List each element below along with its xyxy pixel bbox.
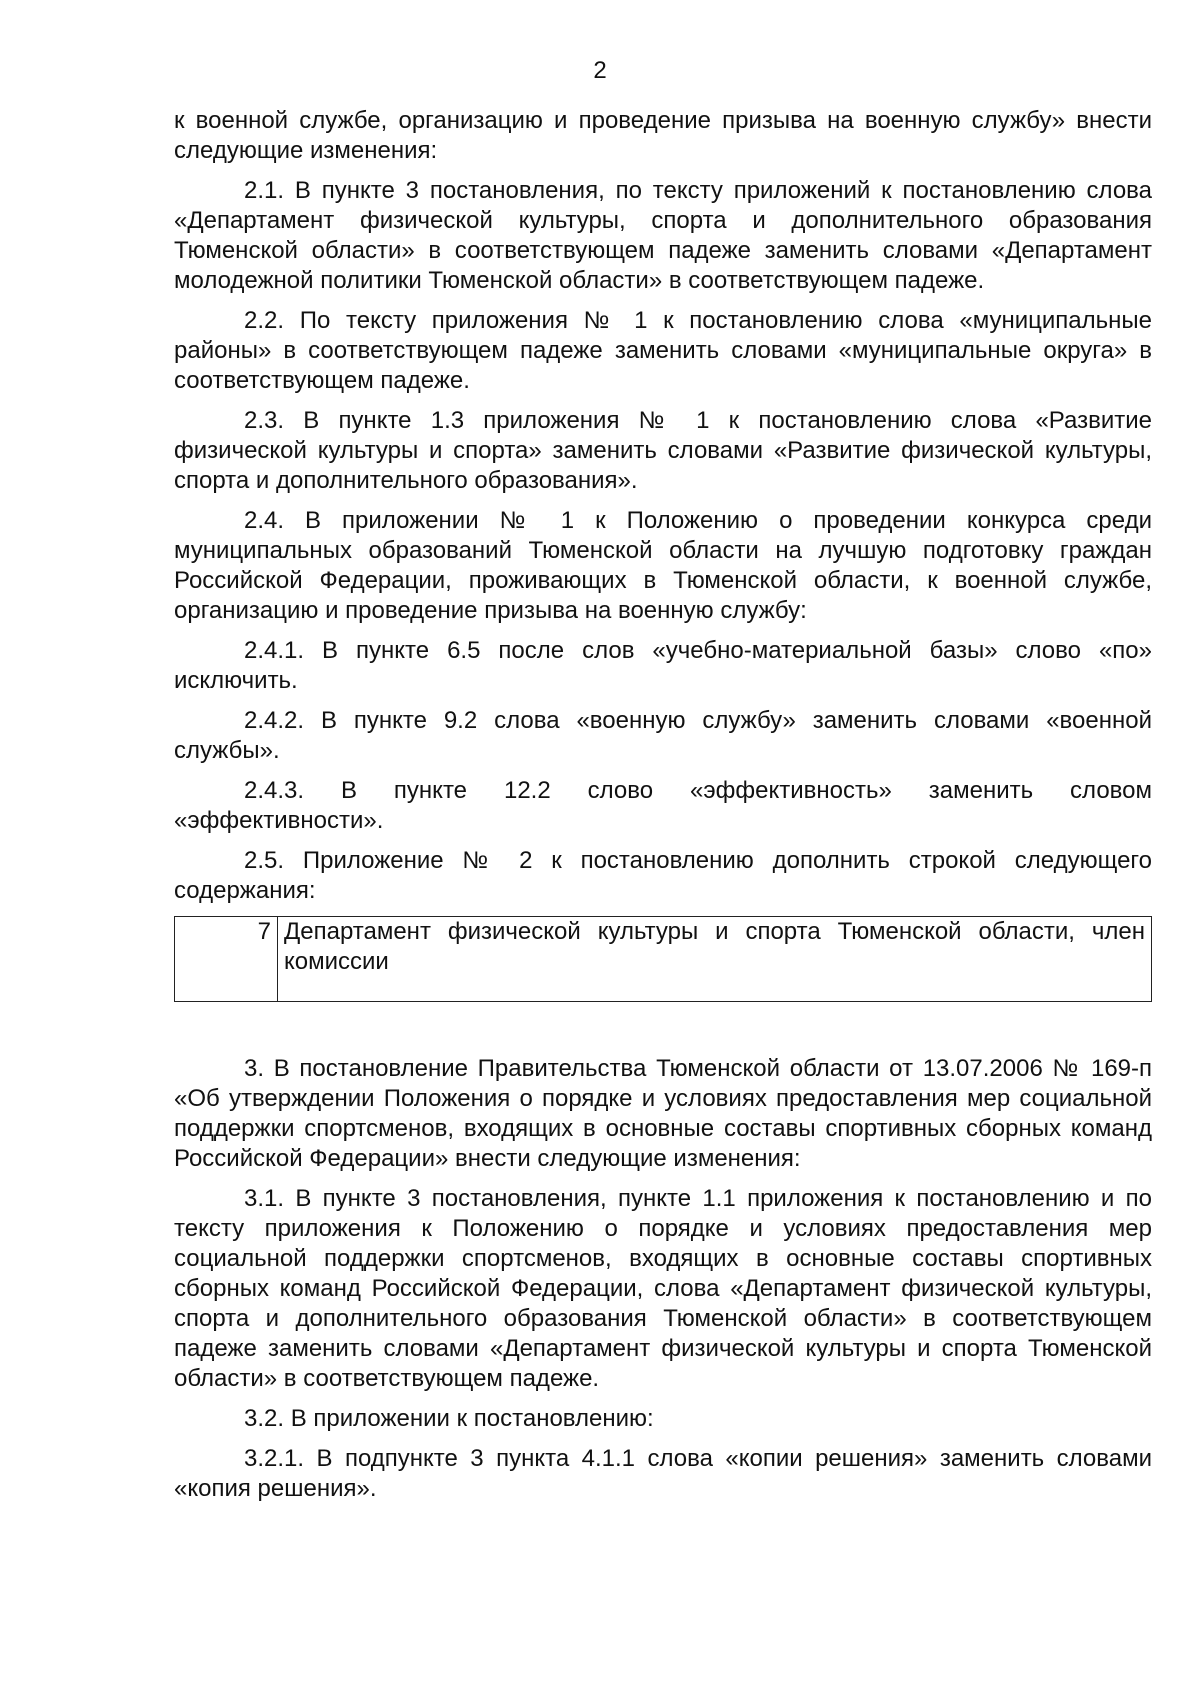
- document-body: [174, 106, 1152, 1504]
- paragraph-2-4-3: 2.4.3. В пункте 12.2 слово «эффективность» заменить словом «эффективности».: [174, 777, 1152, 834]
- paragraph-3-2-1: 3.2.1. В подпункте 3 пункта 4.1.1 слова «копии решения» заменить словами «копия решения».: [174, 1445, 1152, 1502]
- paragraph-2-5: 2.5. Приложение № 2 к постановлению дополнить строкой следующего содержания:: [174, 847, 1152, 904]
- table-cell-text: Департамент физической культуры и спорта Тюменской области, член комиссии: [278, 917, 1152, 1002]
- paragraph-2-1: 2.1. В пункте 3 постановления, по тексту приложений к постановлению слова «Департамент физической культуры, спорта и дополнительного образования Тюменской области» в соответствующем падеже заменить словами «Департамент молодежной политики Тюменской области» в соответствующем падеже.: [174, 177, 1152, 294]
- amendment-table: [174, 916, 1152, 1002]
- table-cell-number: 7: [175, 917, 278, 1002]
- paragraph-2-4-2: 2.4.2. В пункте 9.2 слова «военную службу» заменить словами «военной службы».: [174, 707, 1152, 764]
- paragraph-continuation: к военной службе, организацию и проведение призыва на военную службу» внести следующие изменения:: [174, 107, 1152, 164]
- paragraph-3: 3. В постановление Правительства Тюменской области от 13.07.2006 № 169-п «Об утверждении Положения о порядке и условиях предоставления мер социальной поддержки спортсменов, входящих в основные составы спортивных сборных команд Российской Федерации» внести следующие изменения:: [174, 1055, 1152, 1172]
- page-number: 2: [593, 57, 607, 84]
- paragraph-2-4: 2.4. В приложении № 1 к Положению о проведении конкурса среди муниципальных образований Тюменской области на лучшую подготовку граждан Российской Федерации, проживающих в Тюменской области, к военной службе, организацию и проведение призыва на военную службу:: [174, 507, 1152, 624]
- table-row: [175, 917, 1152, 1002]
- paragraph-2-4-1: 2.4.1. В пункте 6.5 после слов «учебно-материальной базы» слово «по» исключить.: [174, 637, 1152, 694]
- paragraph-3-2: 3.2. В приложении к постановлению:: [244, 1405, 654, 1432]
- paragraph-2-3: 2.3. В пункте 1.3 приложения № 1 к постановлению слова «Развитие физической культуры и спорта» заменить словами «Развитие физической культуры, спорта и дополнительного образования».: [174, 407, 1152, 494]
- paragraph-3-1: 3.1. В пункте 3 постановления, пункте 1.1 приложения к постановлению и по тексту приложения к Положению о порядке и условиях предоставления мер социальной поддержки спортсменов, входящих в основные составы спортивных сборных команд Российской Федерации, слова «Департамент физической культуры, спорта и дополнительного образования Тюменской области» в соответствующем падеже заменить словами «Департамент физической культуры и спорта Тюменской области» в соответствующем падеже.: [174, 1185, 1152, 1392]
- paragraph-2-2: 2.2. По тексту приложения № 1 к постановлению слова «муниципальные районы» в соответствующем падеже заменить словами «муниципальные округа» в соответствующем падеже.: [174, 307, 1152, 394]
